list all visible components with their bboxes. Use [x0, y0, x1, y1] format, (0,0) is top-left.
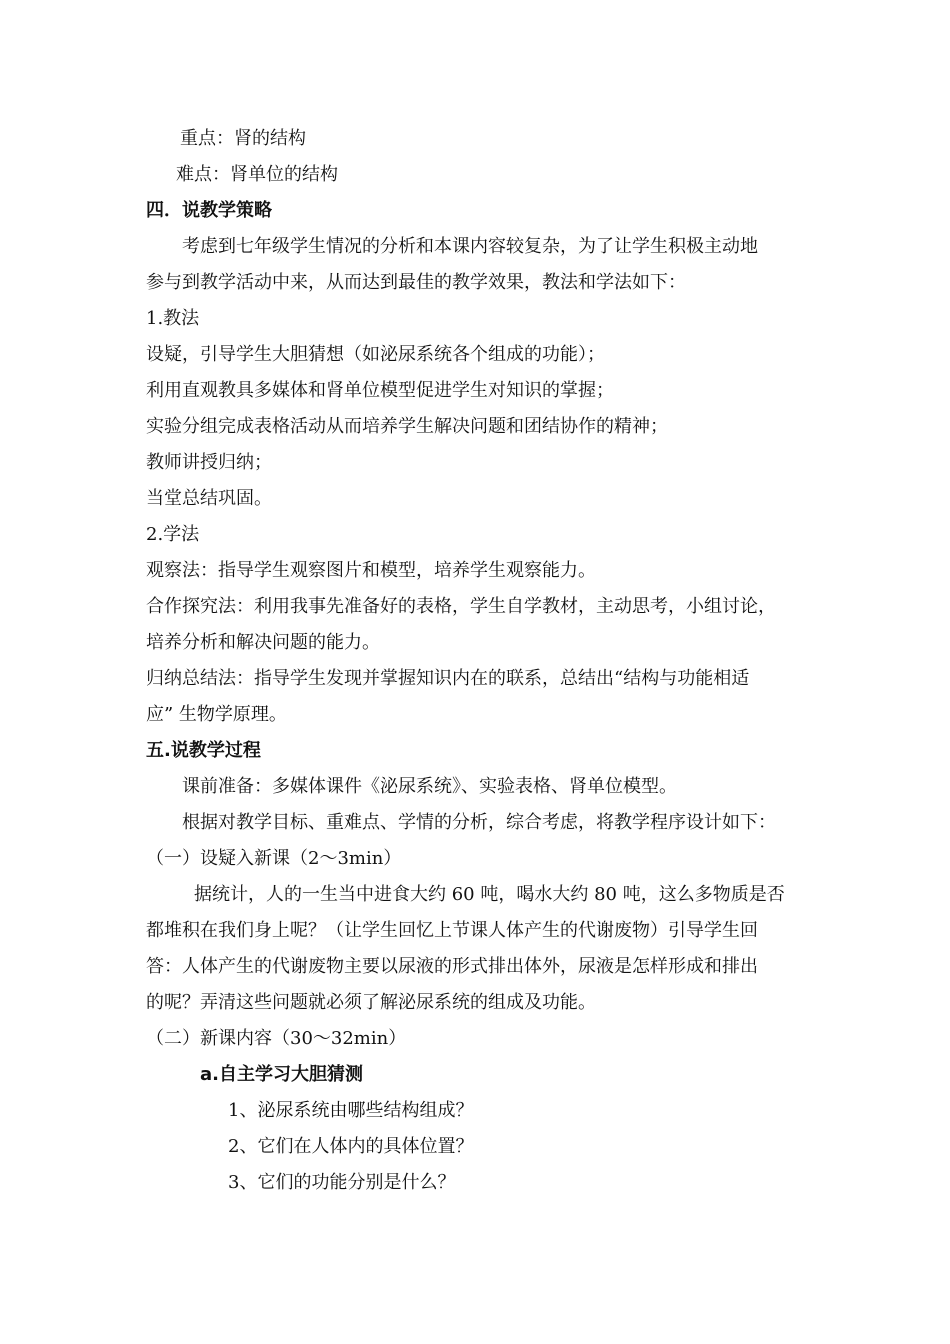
teaching-item: 实验分组完成表格活动从而培养学生解决问题和团结协作的精神； [146, 416, 668, 437]
learning-line: 培养分析和解决问题的能力。 [146, 632, 380, 653]
teaching-item: 教师讲授归纳； [146, 452, 272, 473]
sub-a-title: a.自主学习大胆猜测 [200, 1064, 363, 1085]
teaching-item: 利用直观教具多媒体和肾单位模型促进学生对知识的掌握； [146, 380, 614, 401]
difficult-point: 难点：肾单位的结构 [176, 164, 338, 185]
section-4-intro-line-2: 参与到教学活动中来，从而达到最佳的教学效果，教法和学法如下： [146, 272, 686, 293]
learning-line: 观察法：指导学生观察图片和模型，培养学生观察能力。 [146, 560, 596, 581]
question-item: 3、它们的功能分别是什么？ [228, 1172, 456, 1193]
part-1-line: 都堆积在我们身上呢？（让学生回忆上节课人体产生的代谢废物）引导学生回 [146, 920, 758, 941]
key-point: 重点：肾的结构 [180, 128, 306, 149]
part-1-line: 据统计，人的一生当中进食大约 60 吨，喝水大约 80 吨，这么多物质是否 [194, 884, 785, 905]
part-1-line: 答：人体产生的代谢废物主要以尿液的形式排出体外，尿液是怎样形成和排出 [146, 956, 758, 977]
section-4-heading: 四．说教学策略 [146, 200, 272, 221]
part-1-line: 的呢？弄清这些问题就必须了解泌尿系统的组成及功能。 [146, 992, 596, 1013]
section-5-heading: 五.说教学过程 [146, 740, 261, 761]
question-item: 2、它们在人体内的具体位置？ [228, 1136, 474, 1157]
learning-line: 应” 生物学原理。 [146, 704, 287, 725]
learning-line: 归纳总结法：指导学生发现并掌握知识内在的联系，总结出“结构与功能相适 [146, 668, 750, 689]
learning-line: 合作探究法：利用我事先准备好的表格，学生自学教材，主动思考，小组讨论， [146, 596, 776, 617]
learning-methods-title: 2.学法 [146, 524, 200, 545]
section-4-intro-line-1: 考虑到七年级学生情况的分析和本课内容较复杂，为了让学生积极主动地 [182, 236, 758, 257]
question-item: 1、泌尿系统由哪些结构组成？ [228, 1100, 474, 1121]
teaching-item: 当堂总结巩固。 [146, 488, 272, 509]
lesson-preparation: 课前准备：多媒体课件《泌尿系统》、实验表格、肾单位模型。 [182, 776, 677, 797]
teaching-methods-title: 1.教法 [146, 308, 200, 329]
part-2-title: （二）新课内容（30～32min） [146, 1028, 407, 1049]
teaching-item: 设疑，引导学生大胆猜想（如泌尿系统各个组成的功能）； [146, 344, 605, 365]
program-design: 根据对教学目标、重难点、学情的分析，综合考虑，将教学程序设计如下： [182, 812, 776, 833]
part-1-title: （一）设疑入新课（2～3min） [146, 848, 402, 869]
